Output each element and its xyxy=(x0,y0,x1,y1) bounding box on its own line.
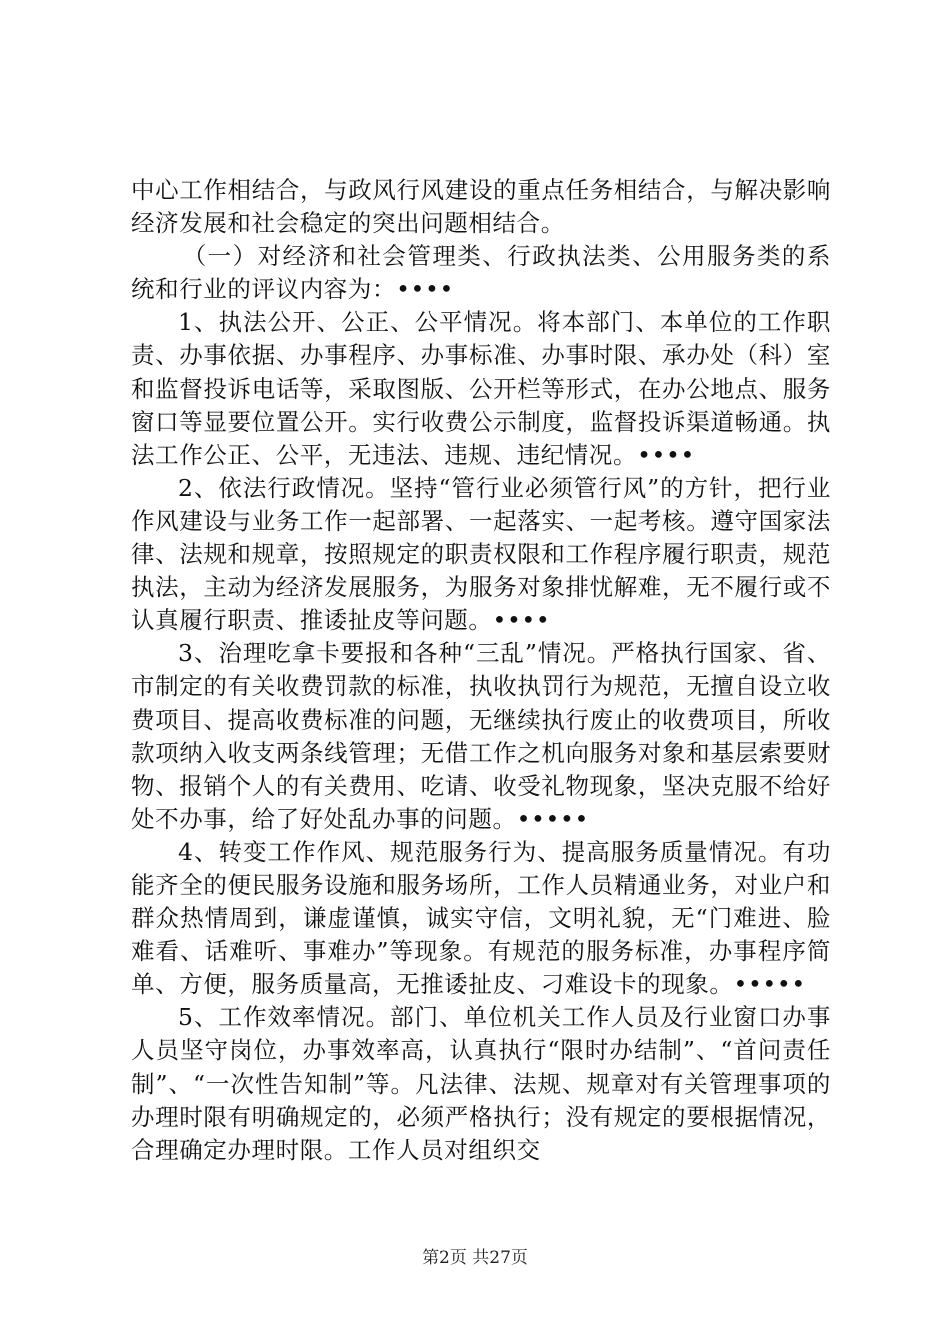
paragraph-item-2: 2、依法行政情况。坚持“管行业必须管行风”的方针，把行业作风建设与业务工作一起部署、一起落实、一起考核。遵守国家法律、法规和规章，按照规定的职责权限和工作程序履行职责，规范执法，主动为经济发展服务，为服务对象排忧解难，无不履行或不认真履行职责、推诿扯皮等问题。•••• xyxy=(131,473,831,635)
paragraph-item-4: 4、转变工作作风、规范服务行为、提高服务质量情况。有功能齐全的便民服务设施和服务场所，工作人员精通业务，对业户和群众热情周到，谦虚谨慎，诚实守信，文明礼貌，无“门难进、脸难看、话难听、事难办”等现象。有规范的服务标准，办事程序简单、方便，服务质量高，无推诿扯皮、刁难设卡的现象。••••• xyxy=(131,837,831,999)
paragraph-section-1: （一）对经济和社会管理类、行政执法类、公用服务类的系统和行业的评议内容为：•••• xyxy=(131,242,831,304)
paragraph-continuation: 中心工作相结合，与政风行风建设的重点任务相结合，与解决影响经济发展和社会稳定的突出问题相结合。 xyxy=(131,176,831,238)
paragraph-item-3: 3、治理吃拿卡要报和各种“三乱”情况。严格执行国家、省、市制定的有关收费罚款的标准，执收执罚行为规范，无擅自设立收费项目、提高收费标准的问题，无继续执行废止的收费项目，所收款项纳入收支两条线管理；无借工作之机向服务对象和基层索要财物、报销个人的有关费用、吃请、收受礼物现象，坚决克服不给好处不办事，给了好处乱办事的问题。••••• xyxy=(131,639,831,833)
paragraph-item-5: 5、工作效率情况。部门、单位机关工作人员及行业窗口办事人员坚守岗位，办事效率高，认真执行“限时办结制”、“首问责任制”、“一次性告知制”等。凡法律、法规、规章对有关管理事项的办理时限有明确规定的，必须严格执行；没有规定的要根据情况，合理确定办理时限。工作人员对组织交 xyxy=(131,1003,831,1164)
paragraph-item-1: 1、执法公开、公正、公平情况。将本部门、本单位的工作职责、办事依据、办事程序、办事标准、办事时限、承办处（科）室和监督投诉电话等，采取图版、公开栏等形式，在办公地点、服务窗口等显要位置公开。实行收费公示制度，监督投诉渠道畅通。执法工作公正、公平，无违法、违规、违纪情况。•••• xyxy=(131,308,831,469)
page-footer: 第2页 共27页 xyxy=(422,1248,528,1268)
document-body xyxy=(131,174,831,1167)
